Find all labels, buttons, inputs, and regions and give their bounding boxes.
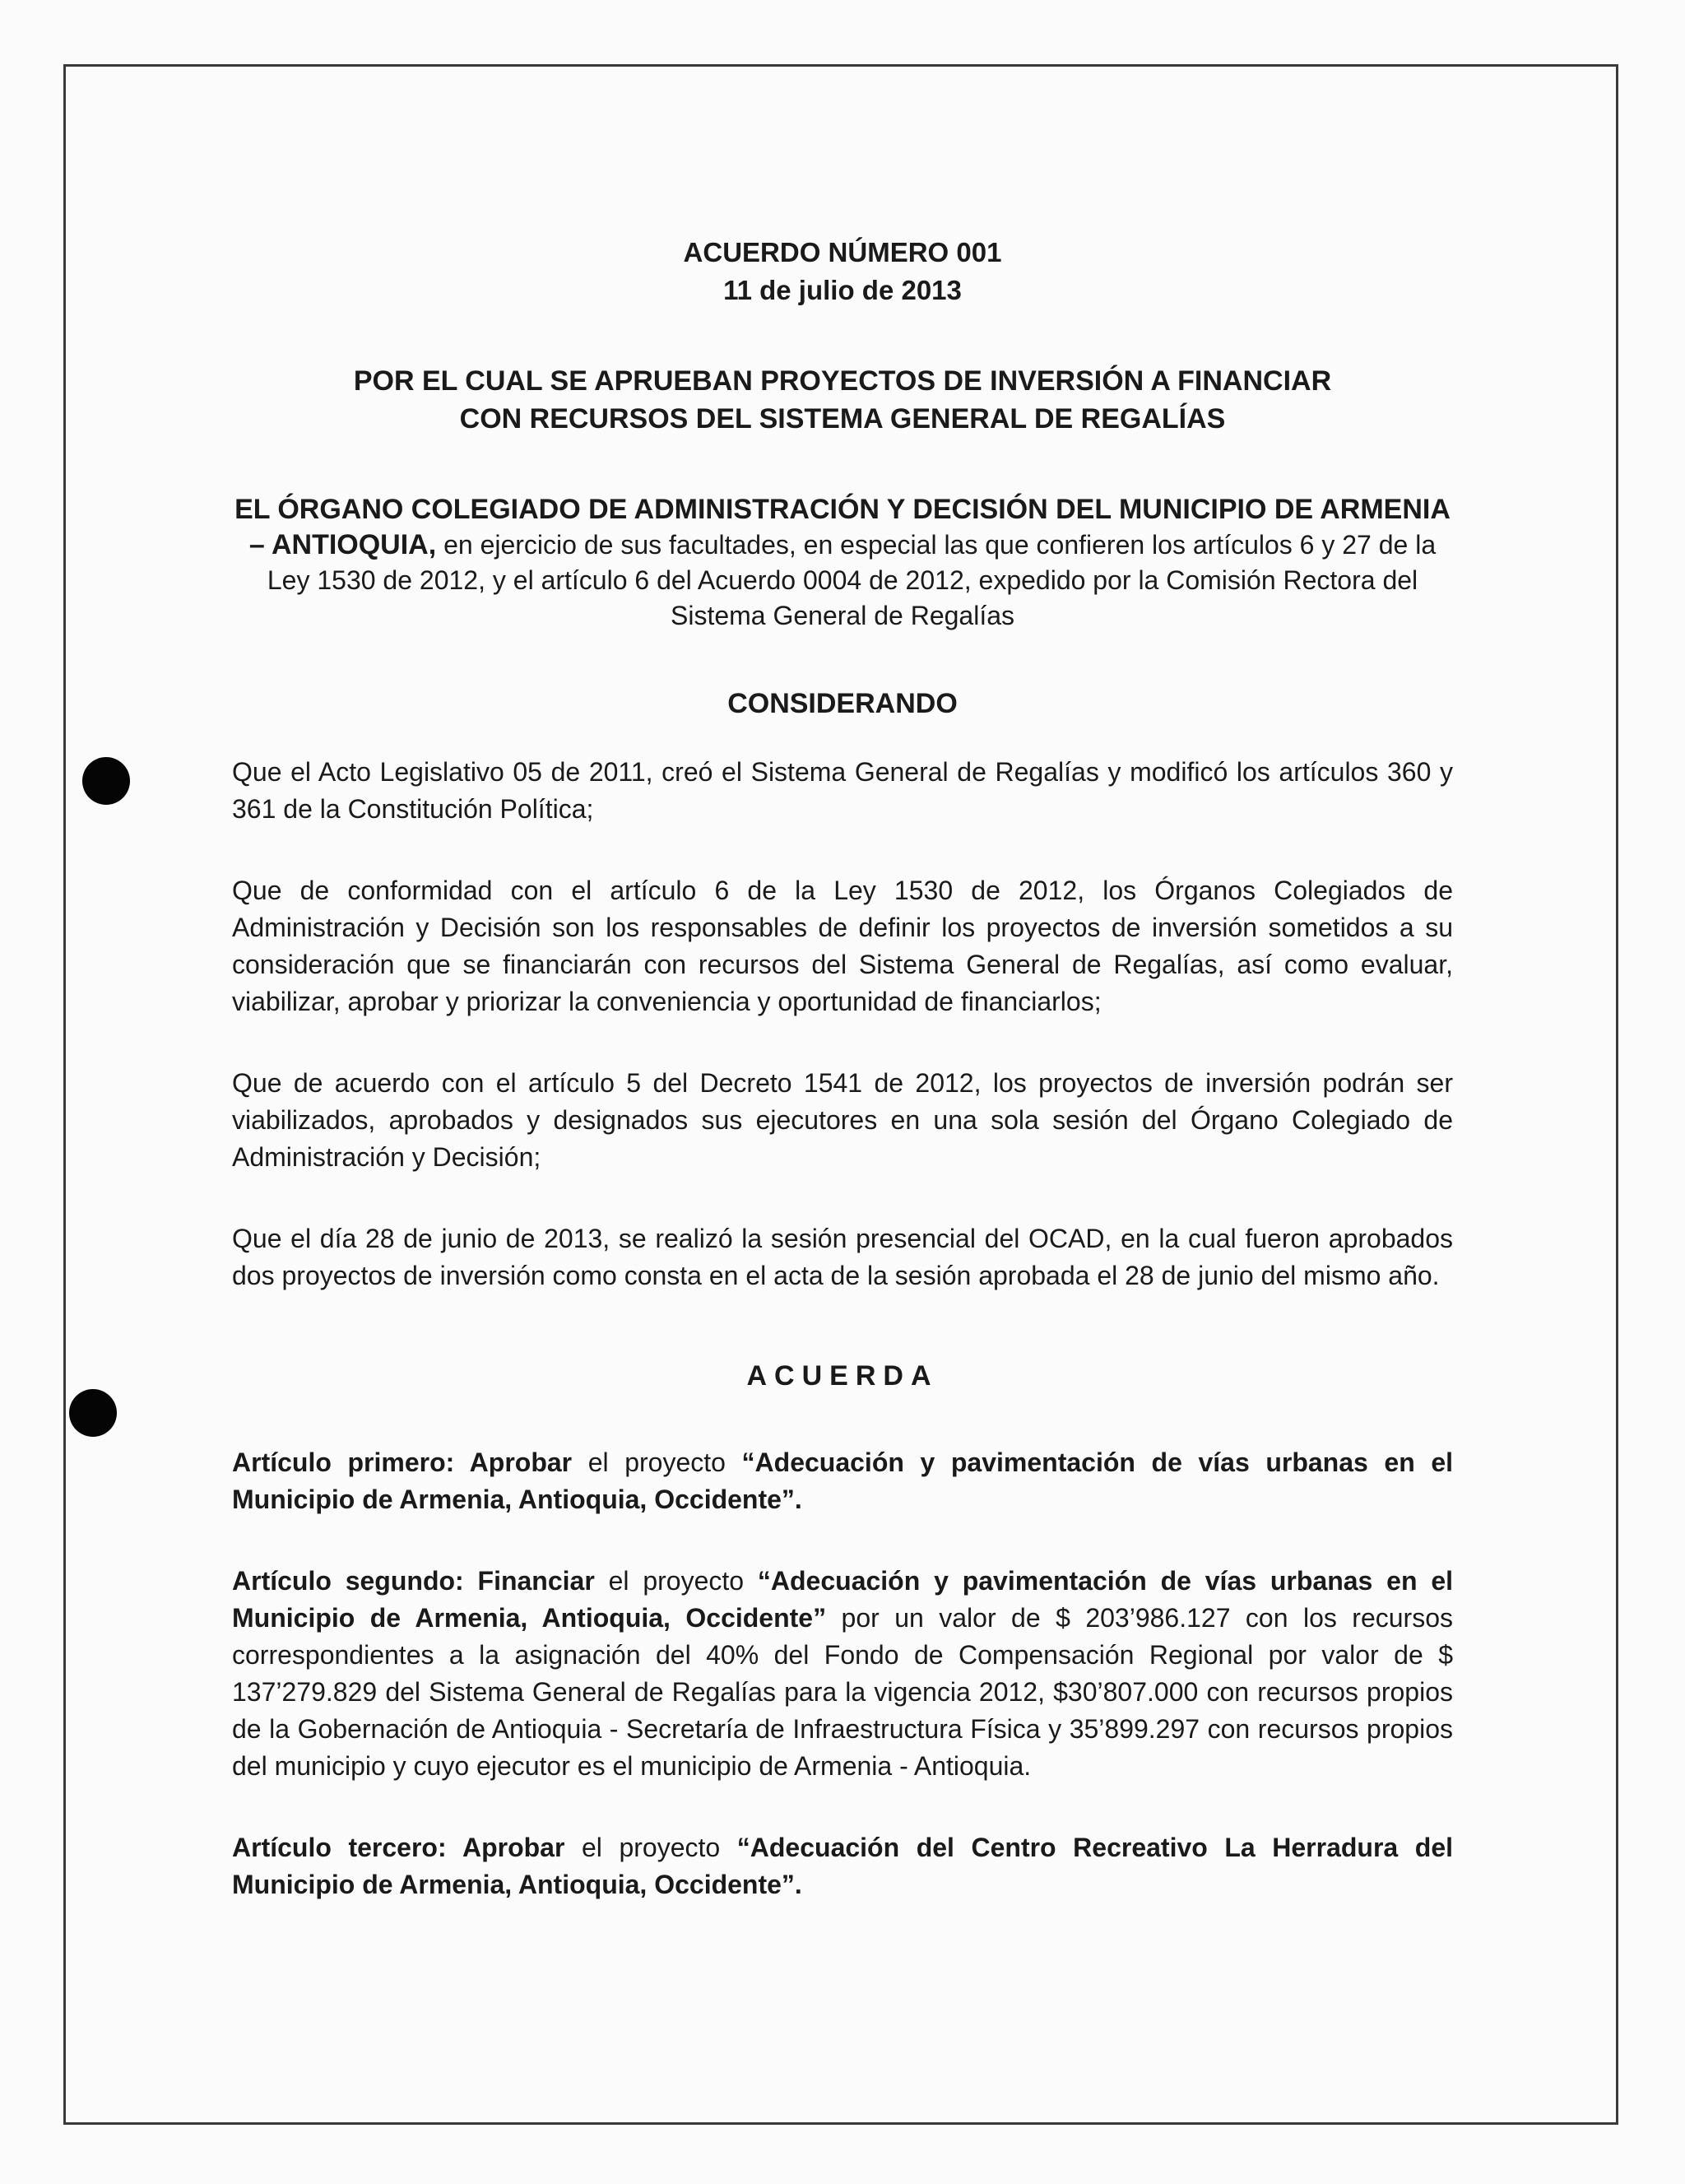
considerando-paragraph: Que el Acto Legislativo 05 de 2011, creó el Sistema General de Regalías y modificó los artículos 360 y 361 de la Constitución Política; [232,757,1453,824]
issuing-authority-statement [232,492,1453,634]
authority-powers: en ejercicio de sus facultades, en especial las que confieren los artículos 6 y 27 de la Ley 1530 de 2012, y el artículo 6 del Acuerdo 0004 de 2012, expedido por la Comisión Rectora del Sistema General de Regalías [267,530,1437,630]
acuerda-heading: ACUERDA [746,1360,939,1392]
considerando-paragraph: Que el día 28 de junio de 2013, se realizó la sesión presencial del OCAD, en la cual fueron aprobados dos proyectos de inversión como consta en el acta de la sesión aprobada el 28 de junio del mismo año. [232,1224,1453,1290]
article-first [232,1444,1453,1518]
articles-list [232,1444,1453,1903]
considerando-heading: CONSIDERANDO [727,688,958,719]
article-text: por un valor de $ 203’986.127 con los recursos correspondientes a la asignación del 40% del Fondo de Compensación Regional por valor de $ 137’279.829 del Sistema General de Regalías para la vigencia 2012, $30’807.000 con recursos propios de la Gobernación de Antioquia - Secretaría de Infraestructura Física y 35’899.297 con recursos propios del municipio y cuyo ejecutor es el municipio de Armenia - Antioquia. [232,1603,1454,1781]
article-text: el proyecto [564,1833,737,1862]
article-third [232,1829,1453,1903]
considerando-paragraph: Que de conformidad con el artículo 6 de la Ley 1530 de 2012, los Órganos Colegiados de Administración y Decisión son los responsables de definir los proyectos de inversión sometidos a su consideración que se financiarán con recursos del Sistema General de Regalías, así como evaluar, viabilizar, aprobar y priorizar la conveniencia y oportunidad de financiarlos; [232,876,1453,1016]
article-text: el proyecto [572,1447,742,1477]
authority-name: EL ÓRGANO COLEGIADO DE ADMINISTRACIÓN Y DECISIÓN DEL MUNICIPIO DE ARMENIA – ANTIOQUIA, [234,494,1451,560]
punch-hole-mark [69,1389,117,1437]
article-label: Artículo primero: Aprobar [232,1447,573,1477]
article-label: Artículo tercero: Aprobar [232,1833,565,1862]
article-second [232,1563,1453,1785]
article-project-name: “Adecuación del Centro Recreativo La Herradura del Municipio de Armenia, Antioquia, Occidente”. [232,1833,1454,1899]
article-text: el proyecto [594,1566,758,1596]
article-project-name: “Adecuación y pavimentación de vías urbanas en el Municipio de Armenia, Antioquia, Occidente”. [232,1447,1454,1514]
article-label: Artículo segundo: Financiar [232,1566,595,1596]
agreement-number: ACUERDO NÚMERO 001 [683,237,1002,267]
punch-hole-mark [82,757,130,805]
article-project-name: “Adecuación y pavimentación de vías urbanas en el Municipio de Armenia, Antioquia, Occidente” [232,1566,1454,1633]
title-line-2: CON RECURSOS DEL SISTEMA GENERAL DE REGALÍAS [459,403,1226,434]
document-title [232,362,1453,438]
document-body [232,234,1453,1948]
agreement-date: 11 de julio de 2013 [723,275,962,305]
title-line-1: POR EL CUAL SE APRUEBAN PROYECTOS DE INVERSIÓN A FINANCIAR [353,365,1332,397]
considerando-paragraph: Que de acuerdo con el artículo 5 del Decreto 1541 de 2012, los proyectos de inversión podrán ser viabilizados, aprobados y designados sus ejecutores en una sola sesión del Órgano Colegiado de Administración y Decisión; [232,1068,1453,1172]
